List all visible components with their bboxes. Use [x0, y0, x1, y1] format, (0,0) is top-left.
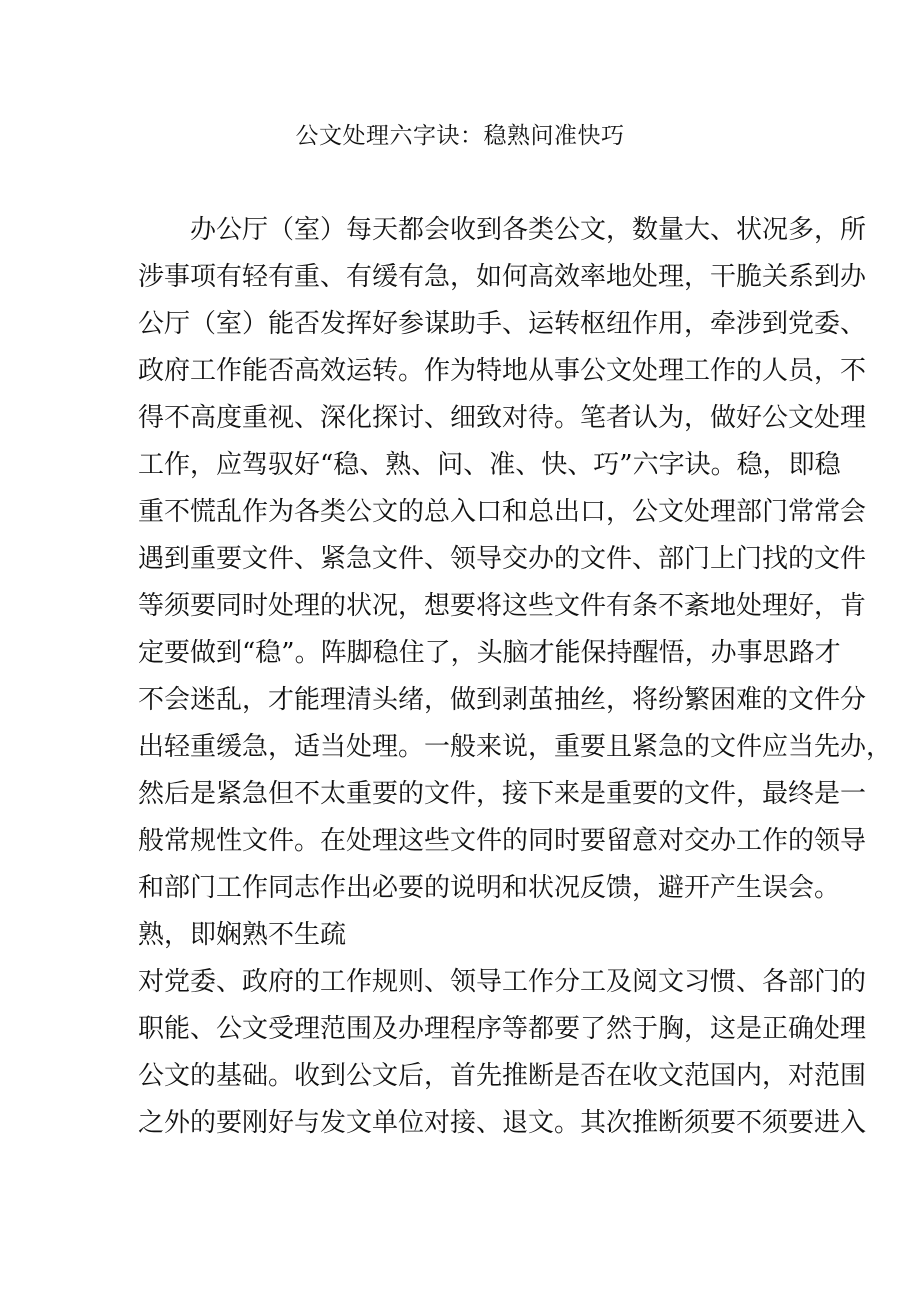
paragraph-line: 涉事项有轻有重、有缓有急，如何高效率地处理，干脆关系到办 — [138, 262, 867, 292]
paragraph-line: 定要做到“稳”。阵脚稳住了，头脑才能保持醒悟，办事思路才 — [138, 638, 841, 668]
paragraph-line: 出轻重缓急，适当处理。一般来说，重要且紧急的文件应当先办， — [138, 732, 893, 762]
paragraph-line: 政府工作能否高效运转。作为特地从事公文处理工作的人员，不 — [138, 356, 867, 386]
paragraph-line: 和部门工作同志作出必要的说明和状况反馈，避开产生误会。 — [138, 873, 841, 903]
paragraph-line: 不会迷乱，才能理清头绪，做到剥茧抽丝，将纷繁困难的文件分 — [138, 685, 867, 715]
paragraph-line: 遇到重要文件、紧急文件、领导交办的文件、部门上门找的文件 — [138, 544, 867, 574]
paragraph-line: 般常规性文件。在处理这些文件的同时要留意对交办工作的领导 — [138, 826, 867, 856]
paragraph-line: 得不高度重视、深化探讨、细致对待。笔者认为，做好公文处理 — [138, 403, 867, 433]
section-heading: 熟，即娴熟不生疏 — [138, 920, 347, 950]
paragraph-line: 办公厅（室）每天都会收到各类公文，数量大、状况多，所 — [190, 215, 867, 245]
paragraph-line: 公厅（室）能否发挥好参谋助手、运转枢纽作用，牵涉到党委、 — [138, 309, 867, 339]
paragraph-line: 重不慌乱作为各类公文的总入口和总出口，公文处理部门常常会 — [138, 497, 867, 527]
paragraph-line: 等须要同时处理的状况，想要将这些文件有条不紊地处理好，肯 — [138, 591, 867, 621]
paragraph-line: 然后是紧急但不太重要的文件，接下来是重要的文件，最终是一 — [138, 779, 867, 809]
paragraph-line: 对党委、政府的工作规则、领导工作分工及阅文习惯、各部门的 — [138, 967, 867, 997]
paragraph-line: 职能、公文受理范围及办理程序等都要了然于胸，这是正确处理 — [138, 1014, 867, 1044]
paragraph-line: 公文的基础。收到公文后，首先推断是否在收文范国内，对范围 — [138, 1061, 867, 1091]
document-title: 公文处理六字诀：稳熟问准快巧 — [295, 123, 625, 149]
paragraph-line: 之外的要刚好与发文单位对接、退文。其次推断须要不须要进入 — [138, 1108, 867, 1138]
paragraph-line: 工作，应驾驭好“稳、熟、问、准、快、巧”六字诀。稳，即稳 — [138, 450, 841, 480]
